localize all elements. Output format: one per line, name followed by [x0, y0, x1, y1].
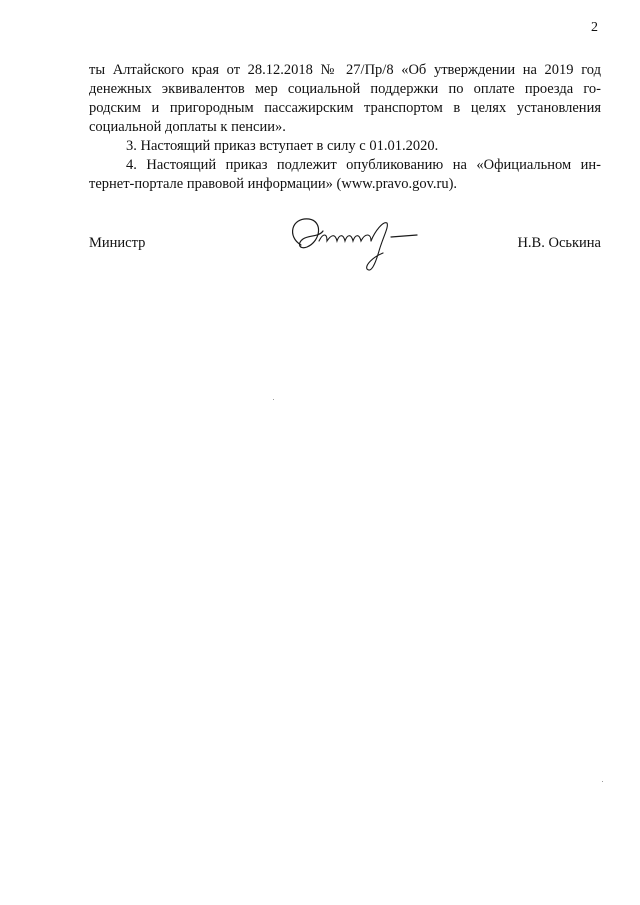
- text-line: ты Алтайского края от 28.12.2018 № 27/Пр/8 «Об утверждении на 2019 год: [89, 62, 601, 78]
- signatory-name: Н.В. Оськина: [517, 235, 601, 251]
- handwritten-signature: [279, 207, 429, 279]
- document-body: [89, 61, 601, 194]
- signatory-position: Министр: [89, 235, 146, 251]
- scan-speck: [602, 781, 603, 782]
- scan-speck: [273, 399, 274, 400]
- text-line: родским и пригородным пассажирским транспортом в целях установления: [89, 100, 601, 116]
- page-number: 2: [591, 20, 598, 35]
- text-line: 4. Настоящий приказ подлежит опубликованию на «Официальном ин-: [126, 157, 601, 173]
- paragraph-effective-date: 3. Настоящий приказ вступает в силу с 01.01.2020.: [126, 138, 439, 154]
- text-line: денежных эквивалентов мер социальной поддержки по оплате проезда го-: [89, 81, 601, 97]
- signature-block: [89, 235, 601, 295]
- text-line: социальной доплаты к пенсии».: [89, 119, 286, 135]
- text-line: тернет-портале правовой информации» (www.pravo.gov.ru).: [89, 176, 458, 192]
